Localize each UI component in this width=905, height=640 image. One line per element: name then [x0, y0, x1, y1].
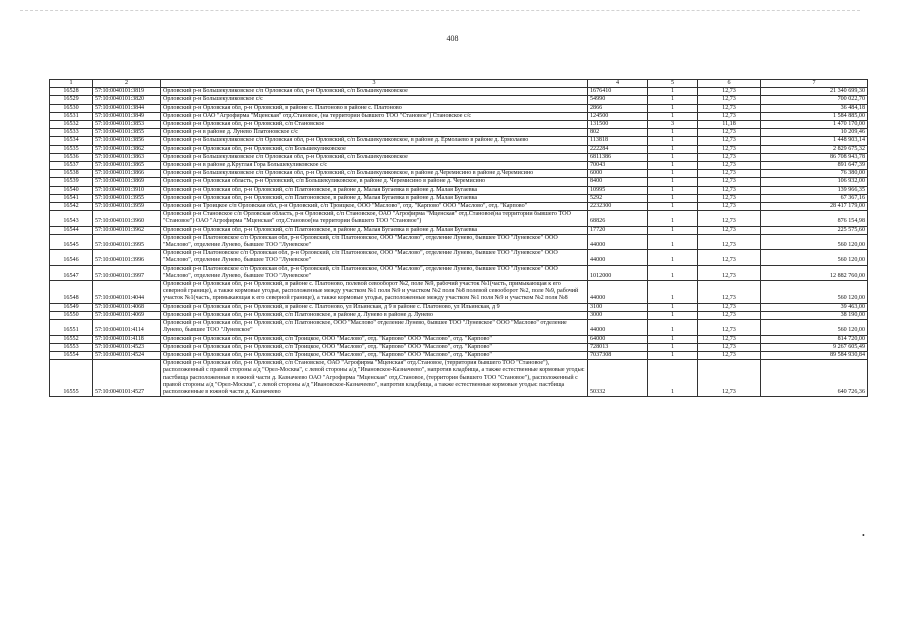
cadastral-value-cell: 560 120,00 — [761, 234, 868, 249]
count-cell: 1 — [648, 351, 698, 359]
count-cell: 1 — [648, 145, 698, 153]
unit-price-cell: 12,73 — [698, 178, 761, 186]
cadastral-value-cell: 139 966,35 — [761, 186, 868, 194]
table-row — [50, 265, 868, 280]
cadastral-number-cell: 57:10:0040101:3849 — [93, 112, 161, 120]
unit-price-cell: 12,73 — [698, 281, 761, 304]
area-cell: 131500 — [588, 121, 648, 129]
row-number-cell: 16547 — [50, 265, 93, 280]
unit-price-cell: 12,73 — [698, 234, 761, 249]
location-description-cell: Орловский р-н Орловская обл, р-н Орловский, в районе с. Платоново, ул Ильинская, д 9 в районе с. Платоново, ул Ильинская, д 9 — [161, 303, 588, 311]
table-row — [50, 360, 868, 397]
unit-price-cell: 12,73 — [698, 153, 761, 161]
area-cell: 1676410 — [588, 88, 648, 96]
table-row — [50, 211, 868, 226]
area-cell: 124500 — [588, 112, 648, 120]
cadastral-value-cell: 86 708 943,78 — [761, 153, 868, 161]
table-row — [50, 194, 868, 202]
table-row — [50, 226, 868, 234]
cadastral-number-cell: 57:10:0040101:3863 — [93, 153, 161, 161]
cadastral-value-cell: 38 190,00 — [761, 311, 868, 319]
count-cell: 1 — [648, 129, 698, 137]
location-description-cell: Орловский р-н Орловская обл, р-н Орловский, с/п Большекуликовское — [161, 145, 588, 153]
area-cell: 70043 — [588, 162, 648, 170]
cadastral-value-cell: 1 470 170,00 — [761, 121, 868, 129]
row-number-cell: 16546 — [50, 250, 93, 265]
area-cell: 222284 — [588, 145, 648, 153]
cadastral-number-cell: 57:10:0040101:3855 — [93, 129, 161, 137]
unit-price-cell: 12,73 — [698, 96, 761, 104]
location-description-cell: Орловский р-н Орловская обл, р-н Орловский, с/п Становское — [161, 121, 588, 129]
cadastral-number-cell: 57:10:0040101:4068 — [93, 303, 161, 311]
unit-price-cell: 12,73 — [698, 137, 761, 145]
table-row — [50, 137, 868, 145]
row-number-cell: 16548 — [50, 281, 93, 304]
cadastral-number-cell: 57:10:0040101:3862 — [93, 145, 161, 153]
unit-price-cell: 12,73 — [698, 311, 761, 319]
location-description-cell: Орловский р-н Орловская обл, р-н Орловский, с/п Платоновское, в районе д. Лунево в районе д. Лунево — [161, 311, 588, 319]
location-description-cell: Орловский р-н Орловская обл, р-н Орловский, с/п Платоновское, в районе д. Малая Бугаевка в районе д. Малая Бугаевка — [161, 194, 588, 202]
table-row — [50, 112, 868, 120]
row-number-cell: 16543 — [50, 211, 93, 226]
unit-price-cell: 12,73 — [698, 112, 761, 120]
cadastral-value-cell: 9 267 605,49 — [761, 343, 868, 351]
unit-price-cell: 12,73 — [698, 88, 761, 96]
column-number-header: 3 — [161, 80, 588, 88]
row-number-cell: 16533 — [50, 129, 93, 137]
cadastral-value-cell: 2 829 675,32 — [761, 145, 868, 153]
location-description-cell: Орловский р-н Орловская область, р-н Орловский, с/п Большекуликовское, в районе д. Черемисино в районе д. Черемисино — [161, 178, 588, 186]
area-cell: 3100 — [588, 303, 648, 311]
cadastral-number-cell: 57:10:0040101:3866 — [93, 170, 161, 178]
unit-price-cell: 12,73 — [698, 186, 761, 194]
row-number-cell: 16532 — [50, 121, 93, 129]
area-cell: 44000 — [588, 281, 648, 304]
cadastral-value-cell: 560 120,00 — [761, 320, 868, 335]
row-number-cell: 16554 — [50, 351, 93, 359]
land-registry-table — [49, 79, 868, 397]
location-description-cell: Орловский р-н Большекуликовское с/п Орловская обл, р-н Орловский, с/п Большекуликовское — [161, 88, 588, 96]
table-row — [50, 121, 868, 129]
unit-price-cell: 12,73 — [698, 303, 761, 311]
row-number-cell: 16536 — [50, 153, 93, 161]
area-cell: 44000 — [588, 250, 648, 265]
cadastral-number-cell: 57:10:0040101:3820 — [93, 96, 161, 104]
table-row — [50, 96, 868, 104]
unit-price-cell: 11,18 — [698, 121, 761, 129]
count-cell: 1 — [648, 335, 698, 343]
table-row — [50, 281, 868, 304]
table-row — [50, 186, 868, 194]
cadastral-number-cell: 57:10:0040101:3997 — [93, 265, 161, 280]
unit-price-cell: 12,73 — [698, 265, 761, 280]
location-description-cell: Орловский р-н Становское с/п Орловская область, р-н Орловский, с/п Становское, ОАО "Агрофирма "Мценская" отд.Становое(на территории бывшего ТОО "Становое") ОАО "Агрофирма "Мценская" отд.Становое(на территории бывшего ТОО "Становое") — [161, 211, 588, 226]
cadastral-value-cell: 814 720,00 — [761, 335, 868, 343]
row-number-cell: 16530 — [50, 104, 93, 112]
row-number-cell: 16541 — [50, 194, 93, 202]
table-row — [50, 203, 868, 211]
count-cell: 1 — [648, 226, 698, 234]
unit-price-cell: 12,73 — [698, 320, 761, 335]
row-number-cell: 16529 — [50, 96, 93, 104]
area-cell: 68826 — [588, 211, 648, 226]
cadastral-value-cell: 1 584 885,00 — [761, 112, 868, 120]
cadastral-value-cell: 560 120,00 — [761, 281, 868, 304]
cadastral-number-cell: 57:10:0040101:3869 — [93, 178, 161, 186]
count-cell: 1 — [648, 137, 698, 145]
count-cell: 1 — [648, 112, 698, 120]
cadastral-number-cell: 57:10:0040101:3910 — [93, 186, 161, 194]
area-cell: 54990 — [588, 96, 648, 104]
row-number-cell: 16555 — [50, 360, 93, 397]
unit-price-cell: 12,73 — [698, 360, 761, 397]
cadastral-number-cell: 57:10:0040101:4523 — [93, 343, 161, 351]
cadastral-number-cell: 57:10:0040101:3959 — [93, 203, 161, 211]
row-number-cell: 16542 — [50, 203, 93, 211]
row-number-cell: 16553 — [50, 343, 93, 351]
unit-price-cell: 12,73 — [698, 170, 761, 178]
row-number-cell: 16537 — [50, 162, 93, 170]
registry-body — [50, 88, 868, 397]
row-number-cell: 16540 — [50, 186, 93, 194]
cadastral-number-cell: 57:10:0040101:3996 — [93, 250, 161, 265]
location-description-cell: Орловский р-н Орловская обл, р-н Орловский, с/п Платоновское, в районе д. Малая Бугаевка в районе д. Малая Бугаевка — [161, 226, 588, 234]
table-row — [50, 343, 868, 351]
location-description-cell: Орловский р-н Большекуликовское с/п Орловская обл, р-н Орловский, с/п Большекуликовское — [161, 153, 588, 161]
area-cell: 17720 — [588, 226, 648, 234]
cadastral-value-cell: 39 463,00 — [761, 303, 868, 311]
area-cell: 50332 — [588, 360, 648, 397]
table-row — [50, 311, 868, 319]
area-cell: 5292 — [588, 194, 648, 202]
column-number-header: 4 — [588, 80, 648, 88]
count-cell: 3 — [648, 121, 698, 129]
location-description-cell: Орловский р-н Большекуликовское с/п Орловская обл, р-н Орловский, с/п Большекуликовское, в районе д.Черемисино в районе д.Черемисино — [161, 170, 588, 178]
location-description-cell: Орловский р-н Платоновское с/п Орловская обл, р-н Орловский, с/п Платоновское, ООО "Маслово", отделение Лунево, бывшее ТОО "Луневское" ООО "Маслово", отделение Лунево, бывшее ТОО "Луневское" — [161, 234, 588, 249]
cadastral-number-cell: 57:10:0040101:3856 — [93, 137, 161, 145]
cadastral-value-cell: 106 932,00 — [761, 178, 868, 186]
row-number-cell: 16551 — [50, 320, 93, 335]
area-cell: 2866 — [588, 104, 648, 112]
count-cell: 1 — [648, 203, 698, 211]
count-cell: 1 — [648, 281, 698, 304]
page-number: 408 — [446, 34, 459, 43]
location-description-cell: Орловский р-н Орловская обл, р-н Орловский, с/п Платоновское, в районе д. Малая Бугаевка в районе д. Малая Бугаевка — [161, 186, 588, 194]
cadastral-number-cell: 57:10:0040101:4527 — [93, 360, 161, 397]
table-row — [50, 153, 868, 161]
location-description-cell: Орловский р-н Большекуликовское с/с — [161, 96, 588, 104]
unit-price-cell: 12,73 — [698, 335, 761, 343]
unit-price-cell: 12,73 — [698, 351, 761, 359]
count-cell: 1 — [648, 88, 698, 96]
unit-price-cell: 12,73 — [698, 145, 761, 153]
column-number-row — [50, 80, 868, 88]
count-cell: 1 — [648, 320, 698, 335]
count-cell: 1 — [648, 311, 698, 319]
cadastral-number-cell: 57:10:0040101:3955 — [93, 194, 161, 202]
count-cell: 1 — [648, 211, 698, 226]
unit-price-cell: 12,73 — [698, 129, 761, 137]
cadastral-value-cell: 876 154,98 — [761, 211, 868, 226]
count-cell: 1 — [648, 96, 698, 104]
area-cell: 10995 — [588, 186, 648, 194]
count-cell: 1 — [648, 153, 698, 161]
count-cell: 1 — [648, 104, 698, 112]
cadastral-value-cell: 89 584 930,84 — [761, 351, 868, 359]
cadastral-value-cell: 10 209,46 — [761, 129, 868, 137]
column-number-header: 1 — [50, 80, 93, 88]
location-description-cell: Орловский р-н Орловская обл, р-н Орловский, с/п Троицкое, ООО "Маслово", отд. "Карпово" ООО "Маслово", отд. "Карпово" — [161, 351, 588, 359]
cadastral-value-cell: 36 484,18 — [761, 104, 868, 112]
row-number-cell: 16549 — [50, 303, 93, 311]
unit-price-cell: 12,73 — [698, 162, 761, 170]
count-cell: 1 — [648, 360, 698, 397]
count-cell: 1 — [648, 343, 698, 351]
table-row — [50, 250, 868, 265]
count-cell: 1 — [648, 170, 698, 178]
count-cell: 1 — [648, 265, 698, 280]
unit-price-cell: 12,73 — [698, 343, 761, 351]
cadastral-number-cell: 57:10:0040101:3995 — [93, 234, 161, 249]
margin-mark: • — [862, 531, 865, 540]
cadastral-value-cell: 700 022,70 — [761, 96, 868, 104]
unit-price-cell: 12,73 — [698, 226, 761, 234]
table-row — [50, 234, 868, 249]
table-row — [50, 178, 868, 186]
unit-price-cell: 12,73 — [698, 211, 761, 226]
area-cell: 3000 — [588, 311, 648, 319]
count-cell: 1 — [648, 234, 698, 249]
area-cell: 113818 — [588, 137, 648, 145]
cadastral-number-cell: 57:10:0040101:4044 — [93, 281, 161, 304]
count-cell: 1 — [648, 250, 698, 265]
row-number-cell: 16544 — [50, 226, 93, 234]
unit-price-cell: 12,73 — [698, 203, 761, 211]
table-row — [50, 104, 868, 112]
area-cell: 1012000 — [588, 265, 648, 280]
table-row — [50, 335, 868, 343]
cadastral-number-cell: 57:10:0040101:4118 — [93, 335, 161, 343]
location-description-cell: Орловский р-н Орловская обл, р-н Орловский, в районе с. Платоново, полевой севооборот №2, поле №9, рабочий участок №1(часть, примыкающая к его северной границе), а также кормовые угодья, расположенные между участком №1 поля №9 и участком №2 поля №8 полевой севооборот №2, поле №9, рабочий участок №1(часть, примыкающая к его северной границе), а также кормовые угодья, расположенные между участком №1 поля №9 и участком №2 поля №8 — [161, 281, 588, 304]
row-number-cell: 16531 — [50, 112, 93, 120]
cadastral-number-cell: 57:10:0040101:3853 — [93, 121, 161, 129]
location-description-cell: Орловский р-н ОАО "Агрофирма "Мценская" отд.Становое, (на территории бывшего ТОО "Становое") Становское с/с — [161, 112, 588, 120]
row-number-cell: 16535 — [50, 145, 93, 153]
row-number-cell: 16539 — [50, 178, 93, 186]
table-row — [50, 162, 868, 170]
table-row — [50, 351, 868, 359]
cadastral-number-cell: 57:10:0040101:4524 — [93, 351, 161, 359]
location-description-cell: Орловский р-н Платоновское с/п Орловская обл, р-н Орловский, с/п Платоновское, ООО "Маслово", отделение Лунево, бывшее ТОО "Луневское" ООО "Маслово", отделение Лунево, бывшее ТОО "Луневское" — [161, 265, 588, 280]
unit-price-cell: 12,73 — [698, 194, 761, 202]
row-number-cell: 16552 — [50, 335, 93, 343]
count-cell: 1 — [648, 194, 698, 202]
table-row — [50, 303, 868, 311]
row-number-cell: 16538 — [50, 170, 93, 178]
table-row — [50, 88, 868, 96]
location-description-cell: Орловский р-н в районе д.Круглая Гора Большекуликовское с/с — [161, 162, 588, 170]
location-description-cell: Орловский р-н в районе д. Лунево Платоновское с/с — [161, 129, 588, 137]
location-description-cell: Орловский р-н Орловская обл, р-н Орловский, с/п Троицкое, ООО "Маслово", отд. "Карпово" ООО "Маслово", отд. "Карпово" — [161, 343, 588, 351]
area-cell: 6811386 — [588, 153, 648, 161]
area-cell: 2232300 — [588, 203, 648, 211]
location-description-cell: Орловский р-н Платоновское с/п Орловская обл, р-н Орловский, с/п Платоновское, ООО "Маслово", отделение Лунево, бывшее ТОО "Луневское" ООО "Маслово", отделение Лунево, бывшее ТОО "Луневское" — [161, 250, 588, 265]
column-number-header: 6 — [698, 80, 761, 88]
cadastral-number-cell: 57:10:0040101:4114 — [93, 320, 161, 335]
area-cell: 802 — [588, 129, 648, 137]
area-cell: 728013 — [588, 343, 648, 351]
column-number-header: 5 — [648, 80, 698, 88]
cadastral-value-cell: 225 575,60 — [761, 226, 868, 234]
area-cell: 44000 — [588, 320, 648, 335]
cadastral-value-cell: 1 448 903,14 — [761, 137, 868, 145]
cadastral-number-cell: 57:10:0040101:4069 — [93, 311, 161, 319]
cadastral-number-cell: 57:10:0040101:3865 — [93, 162, 161, 170]
area-cell: 44000 — [588, 234, 648, 249]
unit-price-cell: 12,73 — [698, 104, 761, 112]
table-row — [50, 129, 868, 137]
count-cell: 1 — [648, 186, 698, 194]
cadastral-value-cell: 28 417 179,00 — [761, 203, 868, 211]
cadastral-value-cell: 891 647,39 — [761, 162, 868, 170]
table-row — [50, 170, 868, 178]
column-number-header: 2 — [93, 80, 161, 88]
location-description-cell: Орловский р-н Орловская обл, р-н Орловский, в районе с. Платоново в районе с. Платоново — [161, 104, 588, 112]
cadastral-number-cell: 57:10:0040101:3819 — [93, 88, 161, 96]
count-cell: 1 — [648, 178, 698, 186]
unit-price-cell: 12,73 — [698, 250, 761, 265]
cadastral-value-cell: 67 367,16 — [761, 194, 868, 202]
row-number-cell: 16550 — [50, 311, 93, 319]
cadastral-number-cell: 57:10:0040101:3844 — [93, 104, 161, 112]
cadastral-value-cell: 640 726,36 — [761, 360, 868, 397]
area-cell: 7037308 — [588, 351, 648, 359]
location-description-cell: Орловский р-н Орловская обл, р-н Орловский, с/п Платоновское, ООО "Маслово" отделение Лунево, бывшее ТОО "Луневское" ООО "Маслово" отделение Лунево, бывшее ТОО "Луневское" — [161, 320, 588, 335]
location-description-cell: Орловский р-н Орловская обл, р-н Орловский, с/п Становское, ОАО "Агрофирма "Мценская" отд.Становое, (территория бывшего ТОО "Становое"), расположенный с правой стороны а/д "Орел-Москва", с левой стороны а/д "Ивановское-Казначеево", напротив кладбища, а также естественные кормовые угодья: пастбища расположенные в южной части д. Казначеево ОАО "Агрофирма "Мценская" отд.Становое, (территория бывшего ТОО "Становое"), расположенный с правой стороны а/д "Орел-Москва", с левой стороны а/д "Ивановское-Казначеево", напротив кладбища, а также естественные кормовые угодья: пастбища расположенные в южной части д. Казначеево — [161, 360, 588, 397]
location-description-cell: Орловский р-н Троицкое с/п Орловская обл, р-н Орловский, с/п Троицкое, ООО "Маслово", отд. "Карпово" ООО "Маслово", отд. "Карпово" — [161, 203, 588, 211]
cadastral-value-cell: 21 340 699,30 — [761, 88, 868, 96]
cadastral-number-cell: 57:10:0040101:3962 — [93, 226, 161, 234]
cadastral-value-cell: 12 882 760,00 — [761, 265, 868, 280]
table-row — [50, 145, 868, 153]
cadastral-value-cell: 560 120,00 — [761, 250, 868, 265]
cadastral-number-cell: 57:10:0040101:3960 — [93, 211, 161, 226]
scan-header-noise — [20, 10, 860, 21]
area-cell: 64000 — [588, 335, 648, 343]
table-row — [50, 320, 868, 335]
location-description-cell: Орловский р-н Большекуликовское с/п Орловская обл, р-н Орловский, с/п Большекуликовское, в районе д. Ермолаево в районе д. Ермолаево — [161, 137, 588, 145]
location-description-cell: Орловский р-н Орловская обл, р-н Орловский, с/п Троицкое, ООО "Маслово", отд. "Карпово" ООО "Маслово", отд. "Карпово" — [161, 335, 588, 343]
row-number-cell: 16528 — [50, 88, 93, 96]
area-cell: 8400 — [588, 178, 648, 186]
area-cell: 6000 — [588, 170, 648, 178]
count-cell: 1 — [648, 303, 698, 311]
row-number-cell: 16534 — [50, 137, 93, 145]
count-cell: 1 — [648, 162, 698, 170]
row-number-cell: 16545 — [50, 234, 93, 249]
column-number-header: 7 — [761, 80, 868, 88]
cadastral-value-cell: 76 380,00 — [761, 170, 868, 178]
